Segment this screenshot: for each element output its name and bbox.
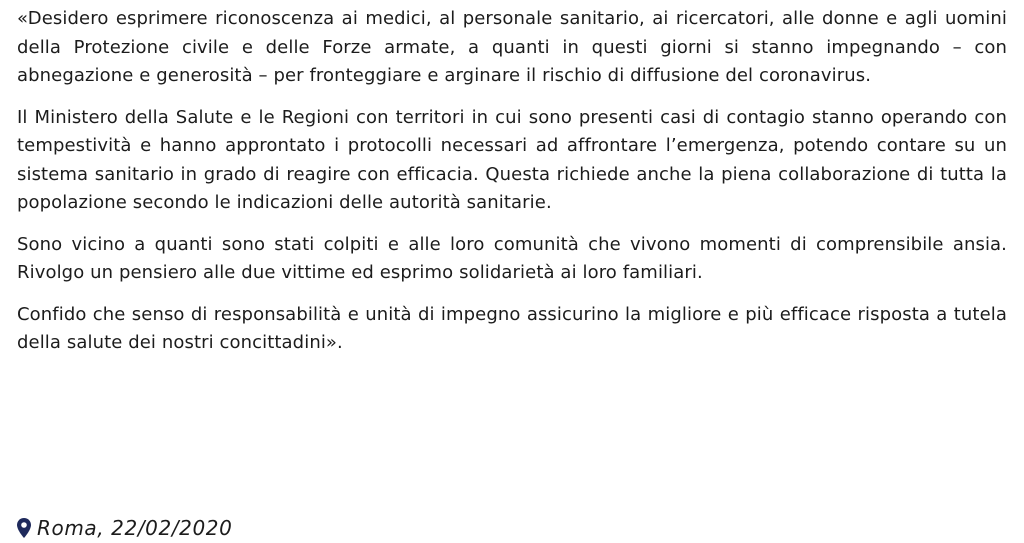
place-date-line <box>17 515 232 541</box>
article-body <box>17 5 1007 371</box>
paragraph-2: Il Ministero della Salute e le Regioni con territori in cui sono presenti casi di contagio stanno operando con tempestività e hanno approntato i protocolli necessari ad affrontare l’emergenza, potendo contare su un sistema sanitario in grado di reagire con efficacia. Questa richiede anche la piena collaborazione di tutta la popolazione secondo le indicazioni delle autorità sanitarie. <box>17 106 1007 213</box>
map-marker-icon <box>17 518 31 538</box>
paragraph-1: «Desidero esprimere riconoscenza ai medici, al personale sanitario, ai ricercatori, alle donne e agli uomini della Protezione civile e delle Forze armate, a quanti in questi giorni si stanno impegnando – con abnegazione e generosità – per fronteggiare e arginare il rischio di diffusione del coronavirus. <box>17 8 1007 86</box>
paragraph-4: Confido che senso di responsabilità e unità di impegno assicurino la migliore e più efficace risposta a tutela della salute dei nostri concittadini». <box>17 303 1007 353</box>
paragraph-3: Sono vicino a quanti sono stati colpiti e alle loro comunità che vivono momenti di comprensibile ansia. Rivolgo un pensiero alle due vittime ed esprimo solidarietà ai loro familiari. <box>17 233 1007 283</box>
place-date: Roma, 22/02/2020 <box>37 516 233 540</box>
